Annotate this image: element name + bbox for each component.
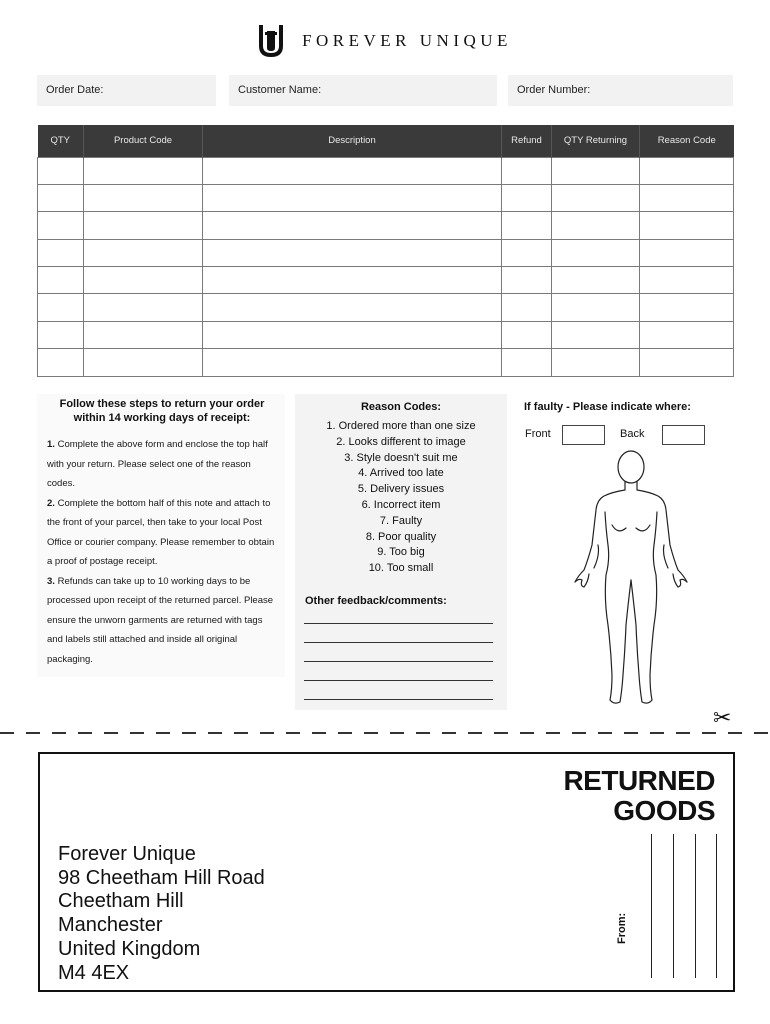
feedback-line[interactable]	[304, 623, 493, 624]
table-cell[interactable]	[84, 349, 203, 376]
reason-code-item: 4. Arrived too late	[358, 467, 444, 480]
table-cell[interactable]	[84, 157, 203, 184]
body-outline-icon[interactable]	[570, 450, 692, 712]
front-checkbox[interactable]	[562, 425, 605, 445]
table-cell[interactable]	[84, 267, 203, 294]
return-address	[58, 843, 265, 985]
address-line: M4 4EX	[58, 961, 130, 984]
reason-codes-panel	[295, 394, 507, 710]
sender-line[interactable]	[695, 834, 696, 978]
steps-body	[47, 435, 277, 669]
brand-name: FOREVER UNIQUE	[302, 31, 512, 50]
table-cell[interactable]	[38, 349, 84, 376]
reason-codes-title: Reason Codes:	[360, 401, 442, 413]
reason-code-item: 10. Too small	[368, 562, 434, 575]
column-header: Reason Code	[640, 125, 734, 157]
steps-title: Follow these steps to return your order within 14 working days of receipt:	[59, 398, 265, 424]
table-cell[interactable]	[203, 157, 502, 184]
back-label: Back	[620, 428, 645, 440]
table-header-row	[38, 125, 734, 157]
table-cell[interactable]	[38, 184, 84, 211]
column-header: QTY	[38, 125, 84, 157]
table-row	[38, 349, 734, 376]
table-cell[interactable]	[203, 184, 502, 211]
table-cell[interactable]	[640, 239, 734, 266]
table-cell[interactable]	[203, 321, 502, 348]
table-cell[interactable]	[552, 294, 640, 321]
table-cell[interactable]	[640, 184, 734, 211]
reason-code-item: 5. Delivery issues	[357, 483, 445, 496]
table-row	[38, 239, 734, 266]
table-cell[interactable]	[502, 321, 552, 348]
table-cell[interactable]	[502, 349, 552, 376]
address-line: Manchester	[58, 914, 163, 937]
reason-code-item: 7. Faulty	[379, 514, 423, 527]
order-number-field[interactable]: Order Number:	[508, 75, 733, 106]
back-checkbox[interactable]	[662, 425, 705, 445]
reason-code-item: 3. Style doesn't suit me	[344, 451, 458, 464]
step-item: 3. Refunds can take up to 10 working days to be processed upon receipt of the returned parcel. Please ensure the unworn garments are returned with tags and labels still attached and inside all original packaging.	[47, 575, 274, 665]
table-cell[interactable]	[38, 294, 84, 321]
table-row	[38, 157, 734, 184]
table-cell[interactable]	[203, 212, 502, 239]
table-cell[interactable]	[640, 212, 734, 239]
sender-line[interactable]	[673, 834, 674, 978]
table-cell[interactable]	[640, 294, 734, 321]
return-items-table	[37, 125, 734, 377]
feedback-line[interactable]	[304, 642, 493, 643]
step-item: 1. Complete the above form and enclose the top half with your return. Please select one of the reason codes.	[47, 439, 268, 489]
table-cell[interactable]	[502, 157, 552, 184]
sender-line[interactable]	[651, 834, 652, 978]
table-row	[38, 321, 734, 348]
table-cell[interactable]	[38, 321, 84, 348]
table-cell[interactable]	[38, 267, 84, 294]
address-line: United Kingdom	[58, 937, 201, 960]
table-cell[interactable]	[640, 349, 734, 376]
table-cell[interactable]	[552, 321, 640, 348]
table-row	[38, 267, 734, 294]
reason-code-item: 8. Poor quality	[365, 530, 437, 543]
table-cell[interactable]	[84, 321, 203, 348]
address-line: Cheetham Hill	[58, 890, 184, 913]
table-cell[interactable]	[552, 239, 640, 266]
table-cell[interactable]	[203, 294, 502, 321]
cut-line	[0, 732, 770, 734]
step-item: 2. Complete the bottom half of this note and attach to the front of your parcel, then take to your local Post Office or courier company. Please remember to obtain a proof of postage receipt.	[47, 497, 275, 567]
table-cell[interactable]	[84, 184, 203, 211]
table-cell[interactable]	[38, 239, 84, 266]
table-cell[interactable]	[203, 349, 502, 376]
column-header: Description	[203, 125, 502, 157]
order-date-field[interactable]: Order Date:	[37, 75, 216, 106]
address-line: 98 Cheetham Hill Road	[58, 866, 265, 889]
feedback-line[interactable]	[304, 661, 493, 662]
feedback-title: Other feedback/comments:	[305, 594, 447, 607]
fu-monogram-icon	[258, 22, 284, 60]
table-row	[38, 294, 734, 321]
reason-code-item: 6. Incorrect item	[361, 498, 441, 511]
column-header: QTY Returning	[552, 125, 640, 157]
table-cell[interactable]	[38, 212, 84, 239]
feedback-line[interactable]	[304, 699, 493, 700]
table-row	[38, 184, 734, 211]
table-cell[interactable]	[502, 267, 552, 294]
table-cell[interactable]	[502, 184, 552, 211]
return-steps	[37, 394, 285, 677]
customer-name-field[interactable]: Customer Name:	[229, 75, 497, 106]
table-cell[interactable]	[203, 267, 502, 294]
column-header: Product Code	[84, 125, 203, 157]
table-cell[interactable]	[84, 239, 203, 266]
feedback-line[interactable]	[304, 680, 493, 681]
table-cell[interactable]	[502, 212, 552, 239]
table-cell[interactable]	[640, 321, 734, 348]
reason-code-item: 1. Ordered more than one size	[326, 420, 476, 432]
reason-code-item: 9. Too big	[377, 546, 425, 559]
front-label: Front	[525, 428, 551, 440]
table-cell[interactable]	[552, 157, 640, 184]
table-cell[interactable]	[502, 294, 552, 321]
scissors-icon: ✂	[713, 705, 732, 730]
from-label: From:	[616, 912, 628, 944]
table-cell[interactable]	[552, 349, 640, 376]
table-cell[interactable]	[502, 239, 552, 266]
table-cell[interactable]	[640, 157, 734, 184]
table-cell[interactable]	[203, 239, 502, 266]
table-cell[interactable]	[552, 267, 640, 294]
reason-code-list	[295, 419, 507, 577]
column-header: Refund	[502, 125, 552, 157]
returned-goods-title: RETURNED GOODS	[563, 765, 715, 826]
address-line: Forever Unique	[58, 843, 196, 865]
table-cell[interactable]	[38, 157, 84, 184]
table-row	[38, 212, 734, 239]
table-cell[interactable]	[552, 212, 640, 239]
returned-goods-label	[38, 752, 735, 992]
table-cell[interactable]	[640, 267, 734, 294]
reason-code-item: 2. Looks different to image	[336, 435, 466, 448]
sender-line[interactable]	[716, 834, 717, 978]
table-cell[interactable]	[84, 212, 203, 239]
table-cell[interactable]	[84, 294, 203, 321]
faulty-title: If faulty - Please indicate where:	[524, 401, 691, 413]
brand-logo	[0, 22, 770, 60]
table-cell[interactable]	[552, 184, 640, 211]
